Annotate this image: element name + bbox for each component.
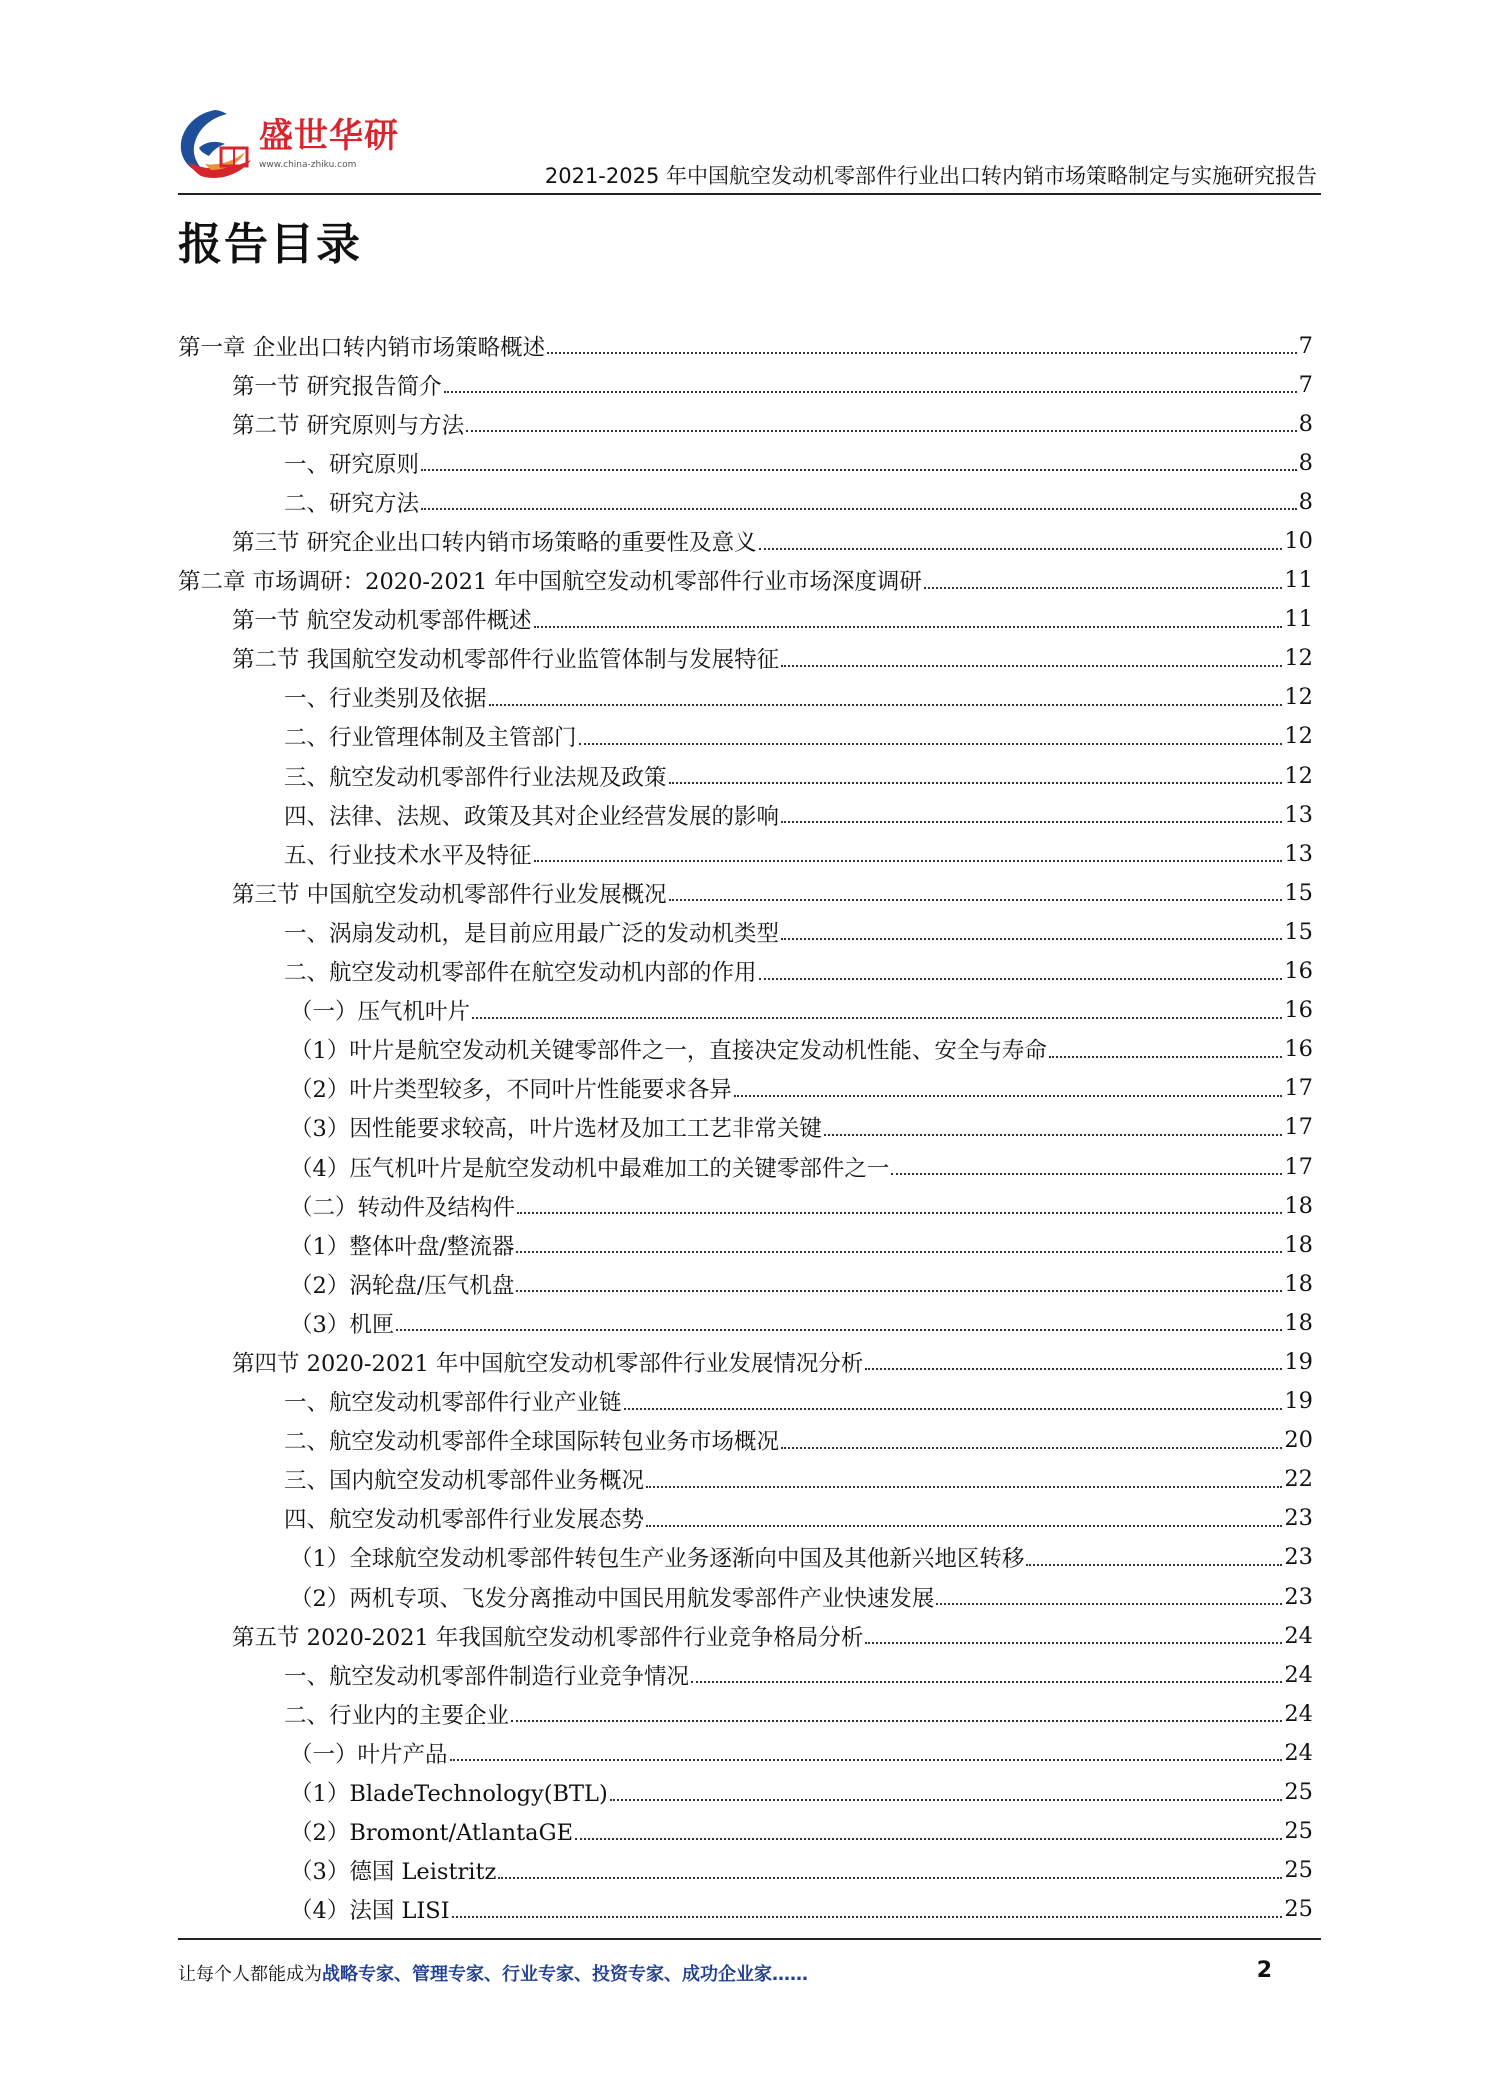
toc-dot-leader [516, 1250, 1282, 1253]
toc-entry-page: 12 [1284, 723, 1313, 750]
toc-entry-label: 二、航空发动机零部件在航空发动机内部的作用 [284, 960, 757, 987]
logo-swoosh-icon [175, 104, 261, 182]
toc-entry-label: （4）法国 LISI [290, 1898, 450, 1925]
toc-dot-leader [624, 1407, 1283, 1410]
toc-entry[interactable] [178, 1812, 1313, 1851]
toc-entry[interactable] [178, 404, 1313, 443]
toc-entry[interactable] [178, 1264, 1313, 1303]
toc-entry[interactable] [178, 1655, 1313, 1694]
toc-entry[interactable] [178, 326, 1313, 365]
toc-dot-leader [781, 820, 1282, 823]
toc-entry-page: 24 [1284, 1700, 1313, 1727]
toc-entry[interactable] [178, 795, 1313, 834]
toc-entry-label: （3）因性能要求较高，叶片选材及加工工艺非常关键 [290, 1116, 822, 1143]
toc-entry[interactable] [178, 521, 1313, 560]
toc-entry-page: 15 [1284, 918, 1313, 945]
toc-entry-page: 8 [1298, 410, 1313, 437]
toc-dot-leader [824, 1133, 1283, 1136]
toc-entry-page: 12 [1284, 684, 1313, 711]
toc-dot-leader [759, 977, 1283, 980]
toc-entry-page: 23 [1284, 1544, 1313, 1571]
toc-entry-label: 四、航空发动机零部件行业发展态势 [284, 1507, 645, 1534]
slogan-prefix: 让每个人都能成为 [178, 1964, 322, 1985]
toc-entry-label: （一）叶片产品 [290, 1741, 448, 1768]
toc-dot-leader [452, 1915, 1283, 1918]
toc-entry-label: 第一章 企业出口转内销市场策略概述 [178, 334, 546, 361]
toc-entry-label: 一、研究原则 [284, 451, 420, 478]
toc-entry-page: 18 [1284, 1192, 1313, 1219]
toc-entry[interactable] [178, 1733, 1313, 1772]
toc-dot-leader [511, 1719, 1282, 1722]
toc-entry[interactable] [178, 717, 1313, 756]
toc-entry[interactable] [178, 482, 1313, 521]
toc-entry-label: （3）机匣 [290, 1311, 395, 1338]
toc-entry[interactable] [178, 1499, 1313, 1538]
toc-entry-label: 三、国内航空发动机零部件业务概况 [284, 1468, 645, 1495]
toc-entry-page: 24 [1284, 1661, 1313, 1688]
toc-entry-label: 第一节 研究报告简介 [232, 373, 442, 400]
toc-entry-label: 第四节 2020-2021 年中国航空发动机零部件行业发展情况分析 [232, 1350, 864, 1377]
toc-dot-leader [610, 1798, 1283, 1801]
toc-entry[interactable] [178, 1147, 1313, 1186]
toc-entry-page: 13 [1284, 801, 1313, 828]
toc-entry-label: 五、行业技术水平及特征 [284, 842, 532, 869]
toc-entry-label: （1）BladeTechnology(BTL) [290, 1781, 608, 1808]
page-number: 2 [1256, 1958, 1272, 1983]
toc-dot-leader [396, 1328, 1282, 1331]
toc-entry-label: 一、行业类别及依据 [284, 686, 487, 713]
toc-entry[interactable] [178, 639, 1313, 678]
toc-entry-label: 三、航空发动机零部件行业法规及政策 [284, 764, 667, 791]
toc-entry-label: 一、航空发动机零部件行业产业链 [284, 1390, 622, 1417]
toc-entry-label: （二）转动件及结构件 [290, 1194, 516, 1221]
toc-entry-page: 12 [1284, 645, 1313, 672]
toc-entry-page: 19 [1284, 1388, 1313, 1415]
toc-entry-label: 第一节 航空发动机零部件概述 [232, 608, 532, 635]
toc-dot-leader [646, 1485, 1282, 1488]
toc-entry-label: （1）叶片是航空发动机关键零部件之一，直接决定发动机性能、安全与寿命 [290, 1038, 1047, 1065]
header-divider [178, 193, 1321, 195]
toc-entry[interactable] [178, 1538, 1313, 1577]
footer-divider [178, 1938, 1321, 1940]
toc-dot-leader [734, 1094, 1283, 1097]
toc-entry-page: 13 [1284, 840, 1313, 867]
toc-entry[interactable] [178, 1460, 1313, 1499]
toc-entry[interactable] [178, 1186, 1313, 1225]
toc-dot-leader [421, 507, 1297, 510]
toc-entry-label: 二、行业内的主要企业 [284, 1702, 510, 1729]
toc-entry[interactable] [178, 678, 1313, 717]
toc-entry-page: 19 [1284, 1348, 1313, 1375]
toc-entry-page: 20 [1284, 1427, 1313, 1454]
toc-entry-page: 18 [1284, 1231, 1313, 1258]
toc-entry-page: 25 [1284, 1779, 1313, 1806]
toc-entry-page: 25 [1284, 1818, 1313, 1845]
toc-dot-leader [534, 859, 1283, 862]
toc-dot-leader [579, 742, 1283, 745]
toc-entry-page: 25 [1284, 1857, 1313, 1884]
toc-entry-label: （2）两机专项、飞发分离推动中国民用航发零部件产业快速发展 [290, 1585, 935, 1612]
toc-entry[interactable] [178, 1342, 1313, 1381]
toc-entry[interactable] [178, 561, 1313, 600]
toc-entry-page: 22 [1284, 1466, 1313, 1493]
toc-entry[interactable] [178, 365, 1313, 404]
toc-dot-leader [781, 937, 1282, 940]
toc-dot-leader [421, 468, 1297, 471]
toc-dot-leader [891, 1172, 1282, 1175]
toc-entry-page: 23 [1284, 1505, 1313, 1532]
toc-dot-leader [444, 390, 1297, 393]
toc-entry-page: 11 [1284, 567, 1313, 594]
toc-entry-page: 8 [1298, 488, 1313, 515]
toc-entry[interactable] [178, 991, 1313, 1030]
toc-dot-leader [936, 1602, 1282, 1605]
toc-dot-leader [924, 586, 1282, 589]
toc-entry-page: 16 [1284, 958, 1313, 985]
toc-entry[interactable] [178, 1616, 1313, 1655]
toc-dot-leader [516, 1289, 1282, 1292]
toc-entry[interactable] [178, 1694, 1313, 1733]
toc-entry-label: 第三节 研究企业出口转内销市场策略的重要性及意义 [232, 530, 757, 557]
toc-dot-leader [865, 1641, 1282, 1644]
toc-entry[interactable] [178, 443, 1313, 482]
toc-entry-label: 二、航空发动机零部件全球国际转包业务市场概况 [284, 1429, 780, 1456]
toc-entry[interactable] [178, 952, 1313, 991]
toc-entry-page: 10 [1284, 528, 1313, 555]
toc-entry-page: 17 [1284, 1114, 1313, 1141]
toc-entry-page: 24 [1284, 1622, 1313, 1649]
toc-entry-label: 第五节 2020-2021 年我国航空发动机零部件行业竞争格局分析 [232, 1624, 864, 1651]
toc-entry-page: 15 [1284, 879, 1313, 906]
toc-entry[interactable] [178, 1851, 1313, 1890]
report-title: 2021-2025 年中国航空发动机零部件行业出口转内销市场策略制定与实施研究报告 [544, 164, 1317, 188]
toc-entry[interactable] [178, 1303, 1313, 1342]
toc-entry-page: 16 [1284, 997, 1313, 1024]
toc-entry[interactable] [178, 1108, 1313, 1147]
logo-url: www.china-zhiku.com [259, 160, 357, 170]
toc-entry[interactable] [178, 873, 1313, 912]
toc-dot-leader [1049, 1055, 1283, 1058]
toc-entry-page: 18 [1284, 1270, 1313, 1297]
toc-entry-label: 第三节 中国航空发动机零部件行业发展概况 [232, 881, 667, 908]
table-of-contents [178, 326, 1313, 1929]
toc-entry-label: 一、航空发动机零部件制造行业竞争情况 [284, 1663, 690, 1690]
logo-name: 盛世华研 [259, 116, 399, 156]
toc-dot-leader [669, 898, 1283, 901]
toc-entry-label: （1）全球航空发动机零部件转包生产业务逐渐向中国及其他新兴地区转移 [290, 1546, 1025, 1573]
toc-entry[interactable] [178, 912, 1313, 951]
toc-entry-label: （2）叶片类型较多，不同叶片性能要求各异 [290, 1077, 732, 1104]
toc-dot-leader [466, 429, 1297, 432]
toc-entry-label: （一）压气机叶片 [290, 999, 471, 1026]
toc-entry[interactable] [178, 1069, 1313, 1108]
toc-entry-label: 第二节 研究原则与方法 [232, 412, 465, 439]
toc-entry[interactable] [178, 1225, 1313, 1264]
toc-dot-leader [691, 1680, 1282, 1683]
toc-entry-label: 第二节 我国航空发动机零部件行业监管体制与发展特征 [232, 647, 780, 674]
toc-entry-page: 24 [1284, 1739, 1313, 1766]
toc-entry[interactable] [178, 1890, 1313, 1929]
toc-dot-leader [472, 1016, 1282, 1019]
company-logo [175, 100, 399, 184]
toc-heading: 报告目录 [178, 219, 362, 270]
toc-entry[interactable] [178, 1030, 1313, 1069]
toc-entry-label: （1）整体叶盘/整流器 [290, 1233, 515, 1260]
toc-dot-leader [781, 664, 1282, 667]
toc-entry[interactable] [178, 1382, 1313, 1421]
toc-dot-leader [547, 351, 1297, 354]
toc-entry-page: 7 [1298, 371, 1313, 398]
toc-entry-label: 一、涡扇发动机，是目前应用最广泛的发动机类型 [284, 920, 780, 947]
toc-dot-leader [1026, 1563, 1282, 1566]
toc-dot-leader [865, 1367, 1282, 1370]
toc-dot-leader [575, 1837, 1282, 1840]
toc-entry-label: 四、法律、法规、政策及其对企业经营发展的影响 [284, 803, 780, 830]
toc-entry-page: 18 [1284, 1309, 1313, 1336]
toc-entry-page: 7 [1298, 332, 1313, 359]
toc-entry-page: 23 [1284, 1583, 1313, 1610]
toc-dot-leader [489, 703, 1283, 706]
toc-entry-page: 17 [1284, 1153, 1313, 1180]
toc-entry-label: 二、研究方法 [284, 490, 420, 517]
toc-entry-label: （3）德国 Leistritz [290, 1859, 497, 1886]
toc-entry[interactable] [178, 834, 1313, 873]
toc-entry[interactable] [178, 1772, 1313, 1811]
toc-dot-leader [759, 547, 1283, 550]
footer-slogan [178, 1960, 808, 1986]
toc-entry-label: 第二章 市场调研：2020-2021 年中国航空发动机零部件行业市场深度调研 [178, 569, 922, 596]
toc-entry[interactable] [178, 1421, 1313, 1460]
toc-dot-leader [517, 1211, 1282, 1214]
slogan-highlight: 战略专家、管理专家、行业专家、投资专家、成功企业家…… [322, 1964, 808, 1985]
toc-entry-label: （4）压气机叶片是航空发动机中最难加工的关键零部件之一 [290, 1155, 890, 1182]
toc-entry-page: 25 [1284, 1896, 1313, 1923]
toc-entry-label: 二、行业管理体制及主管部门 [284, 725, 577, 752]
toc-dot-leader [450, 1758, 1283, 1761]
toc-dot-leader [534, 625, 1283, 628]
toc-entry[interactable] [178, 756, 1313, 795]
toc-dot-leader [646, 1524, 1282, 1527]
toc-dot-leader [669, 781, 1283, 784]
toc-dot-leader [781, 1446, 1282, 1449]
toc-entry-page: 11 [1284, 606, 1313, 633]
toc-entry-label: （2）涡轮盘/压气机盘 [290, 1272, 515, 1299]
toc-entry[interactable] [178, 600, 1313, 639]
toc-entry-page: 17 [1284, 1075, 1313, 1102]
toc-entry-page: 8 [1298, 449, 1313, 476]
toc-entry[interactable] [178, 1577, 1313, 1616]
toc-entry-page: 12 [1284, 762, 1313, 789]
toc-entry-label: （2）Bromont/AtlantaGE [290, 1820, 573, 1847]
toc-entry-page: 16 [1284, 1036, 1313, 1063]
toc-dot-leader [498, 1876, 1282, 1879]
